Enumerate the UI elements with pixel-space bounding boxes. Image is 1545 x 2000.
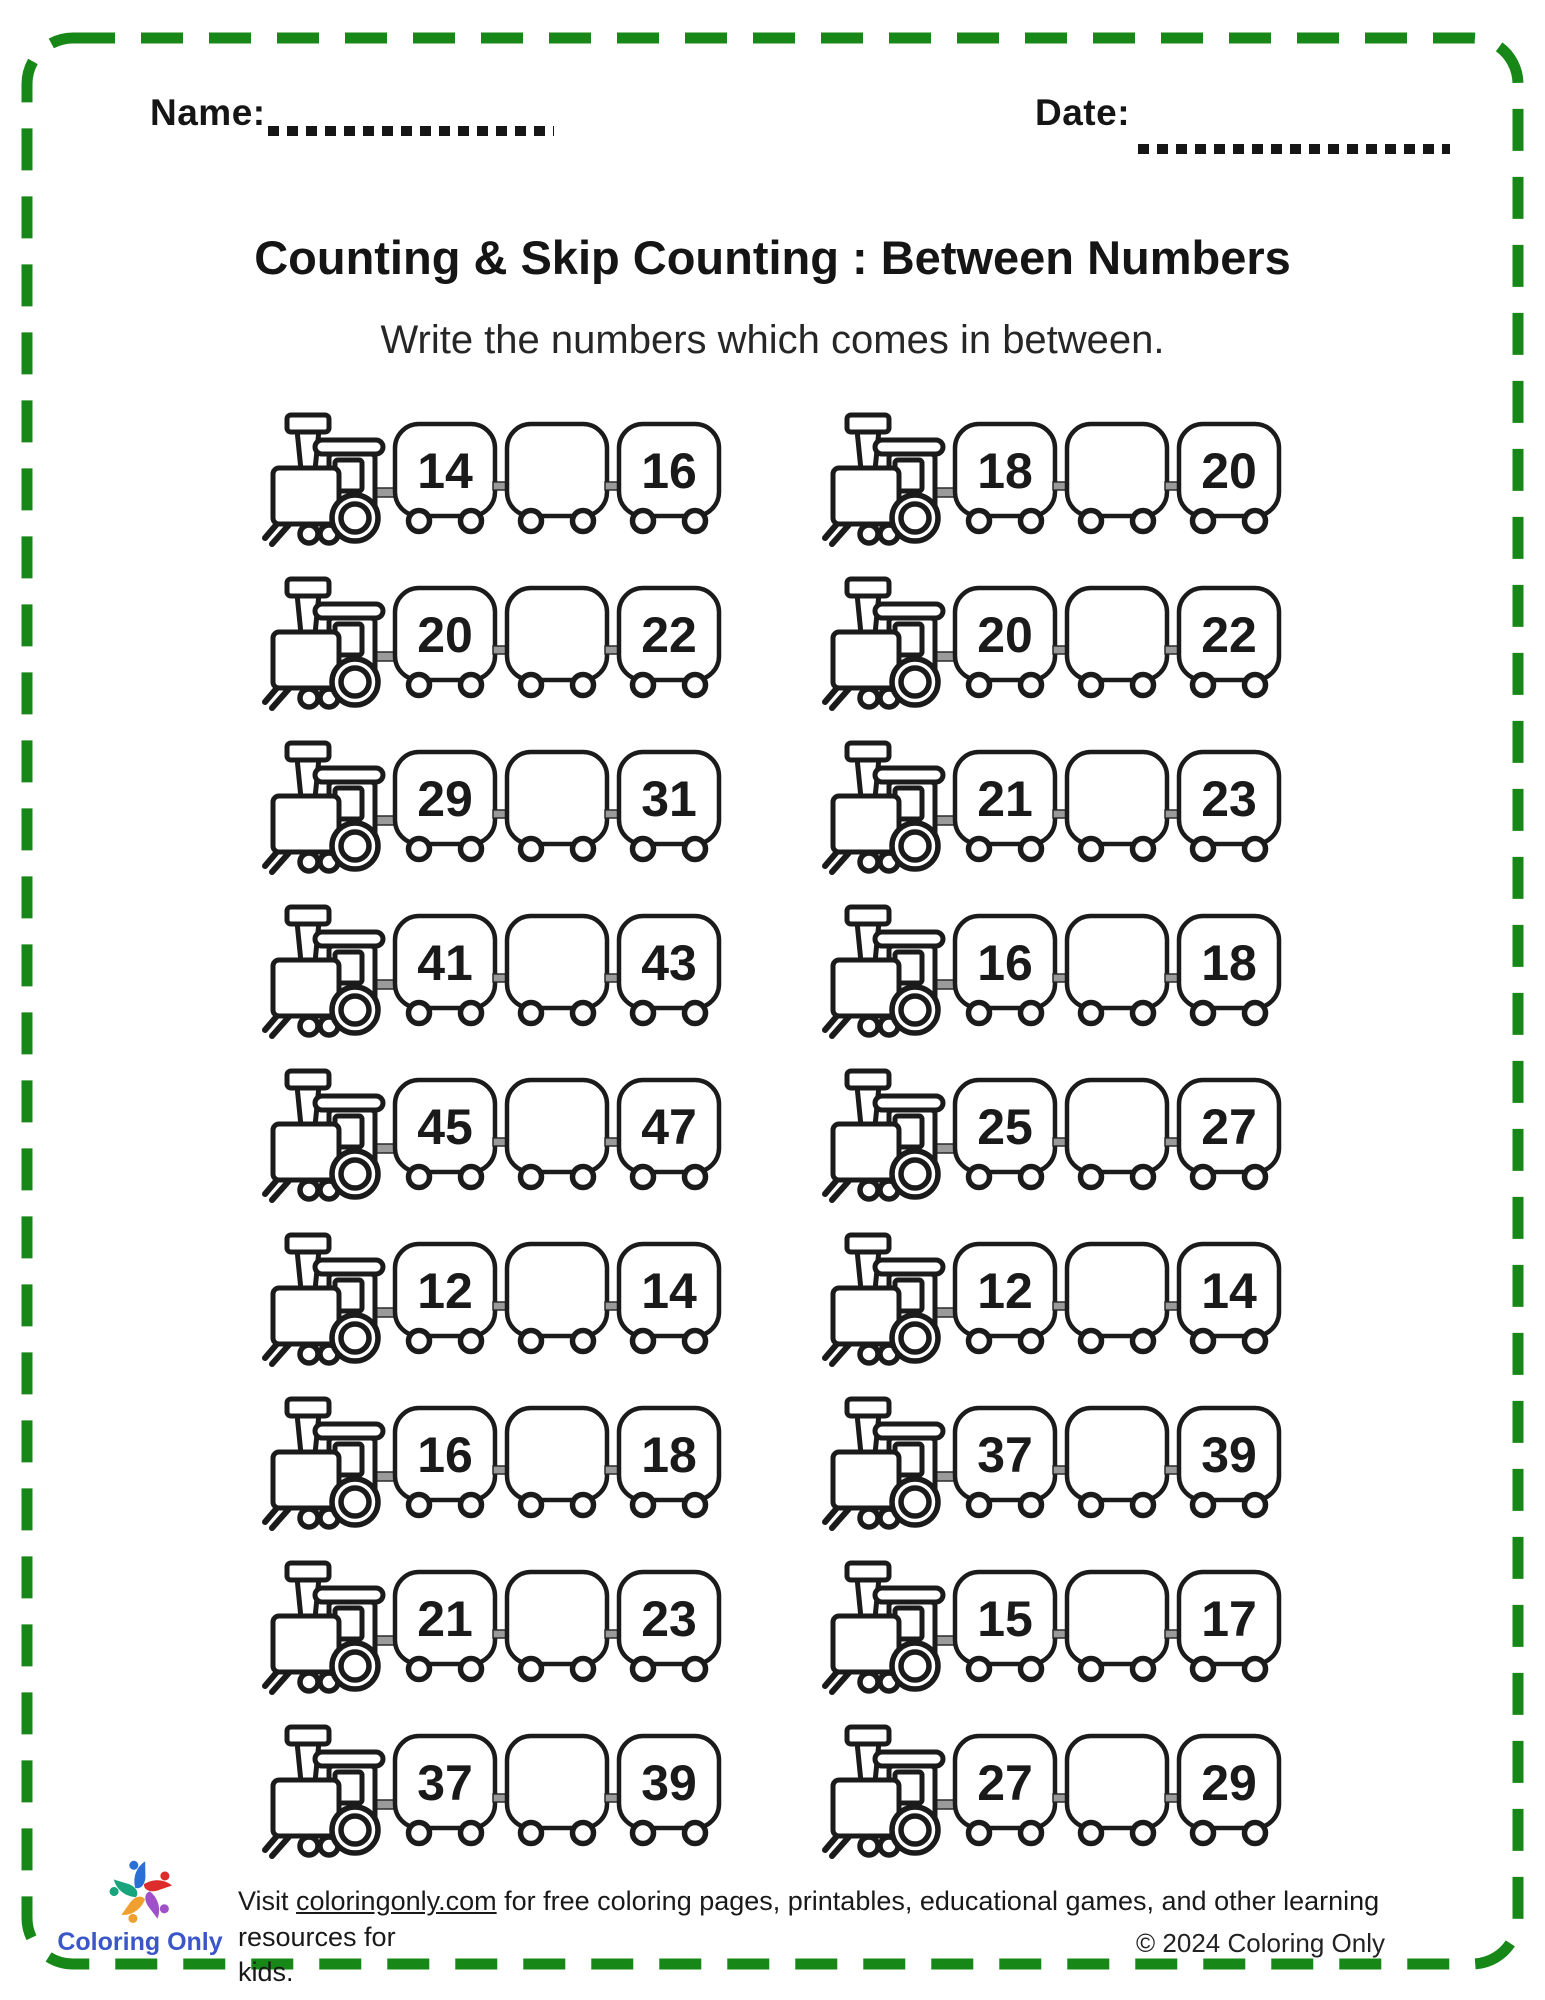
answer-cell[interactable] xyxy=(507,1408,607,1500)
footer-visit-prefix: Visit xyxy=(238,1886,297,1916)
car-last xyxy=(1179,752,1279,860)
car-middle-blank xyxy=(507,588,607,696)
car-middle-blank xyxy=(507,1572,607,1680)
car-last xyxy=(619,1736,719,1844)
car-first xyxy=(395,752,495,860)
train-illustration xyxy=(256,412,728,548)
footer-suffix-line1: for free coloring pages, printables, educational games, and other learning resources for xyxy=(238,1886,1380,1952)
train-problem-3 xyxy=(256,576,728,712)
train-problem-8 xyxy=(816,904,1288,1040)
car-middle-blank xyxy=(507,752,607,860)
number-last: 47 xyxy=(641,1099,697,1155)
train-problem-13 xyxy=(256,1396,728,1532)
answer-cell[interactable] xyxy=(1067,1736,1167,1828)
car-last xyxy=(1179,1244,1279,1352)
number-first: 12 xyxy=(417,1263,473,1319)
car-last xyxy=(1179,916,1279,1024)
train-problem-16 xyxy=(816,1560,1288,1696)
car-last xyxy=(1179,1572,1279,1680)
number-last: 39 xyxy=(1201,1427,1257,1483)
car-last xyxy=(1179,1080,1279,1188)
car-middle-blank xyxy=(1067,1244,1167,1352)
number-first: 14 xyxy=(417,443,473,499)
answer-cell[interactable] xyxy=(1067,1572,1167,1664)
car-last xyxy=(1179,588,1279,696)
locomotive-icon xyxy=(825,579,959,708)
answer-cell[interactable] xyxy=(507,916,607,1008)
number-first: 29 xyxy=(417,771,473,827)
number-first: 21 xyxy=(417,1591,473,1647)
car-middle-blank xyxy=(1067,916,1167,1024)
number-first: 12 xyxy=(977,1263,1033,1319)
car-last xyxy=(619,588,719,696)
train-illustration xyxy=(256,1068,728,1204)
locomotive-icon xyxy=(265,415,399,544)
number-last: 23 xyxy=(1201,771,1257,827)
train-illustration xyxy=(816,576,1288,712)
car-middle-blank xyxy=(507,916,607,1024)
car-last xyxy=(619,1244,719,1352)
car-middle-blank xyxy=(1067,424,1167,532)
train-problem-2 xyxy=(816,412,1288,548)
car-first xyxy=(395,1736,495,1844)
answer-cell[interactable] xyxy=(507,424,607,516)
number-last: 22 xyxy=(1201,607,1257,663)
car-middle-blank xyxy=(1067,1080,1167,1188)
train-illustration xyxy=(816,1068,1288,1204)
locomotive-icon xyxy=(825,1399,959,1528)
locomotive-icon xyxy=(265,579,399,708)
answer-cell[interactable] xyxy=(507,1080,607,1172)
car-first xyxy=(955,916,1055,1024)
answer-cell[interactable] xyxy=(1067,1080,1167,1172)
car-middle-blank xyxy=(507,1408,607,1516)
train-illustration xyxy=(256,904,728,1040)
car-last xyxy=(619,1408,719,1516)
number-first: 41 xyxy=(417,935,473,991)
car-middle-blank xyxy=(507,424,607,532)
locomotive-icon xyxy=(825,1235,959,1364)
car-last xyxy=(619,916,719,1024)
answer-cell[interactable] xyxy=(507,588,607,680)
number-last: 23 xyxy=(641,1591,697,1647)
car-first xyxy=(955,588,1055,696)
train-illustration xyxy=(256,1232,728,1368)
number-last: 22 xyxy=(641,607,697,663)
name-field[interactable] xyxy=(268,126,554,136)
car-last xyxy=(619,752,719,860)
name-label: Name: xyxy=(150,92,266,133)
train-illustration xyxy=(816,1396,1288,1532)
car-first xyxy=(955,752,1055,860)
train-illustration xyxy=(816,1560,1288,1696)
answer-cell[interactable] xyxy=(507,1572,607,1664)
number-last: 18 xyxy=(1201,935,1257,991)
footer-suffix-line2: kids. xyxy=(238,1957,294,1988)
answer-cell[interactable] xyxy=(1067,588,1167,680)
answer-cell[interactable] xyxy=(1067,1408,1167,1500)
answer-cell[interactable] xyxy=(507,1244,607,1336)
train-illustration xyxy=(816,1724,1288,1860)
train-illustration xyxy=(256,740,728,876)
car-middle-blank xyxy=(507,1736,607,1844)
number-first: 37 xyxy=(417,1755,473,1811)
locomotive-icon xyxy=(825,1563,959,1692)
train-problem-9 xyxy=(256,1068,728,1204)
number-last: 17 xyxy=(1201,1591,1257,1647)
number-first: 45 xyxy=(417,1099,473,1155)
instructions: Write the numbers which comes in between. xyxy=(380,318,1165,362)
answer-cell[interactable] xyxy=(1067,752,1167,844)
number-first: 18 xyxy=(977,443,1033,499)
locomotive-icon xyxy=(265,1399,399,1528)
car-last xyxy=(619,1080,719,1188)
train-problem-7 xyxy=(256,904,728,1040)
car-first xyxy=(955,1572,1055,1680)
train-problem-15 xyxy=(256,1560,728,1696)
car-middle-blank xyxy=(1067,1572,1167,1680)
train-illustration xyxy=(816,412,1288,548)
car-middle-blank xyxy=(1067,1736,1167,1844)
number-first: 37 xyxy=(977,1427,1033,1483)
locomotive-icon xyxy=(825,1071,959,1200)
car-middle-blank xyxy=(507,1244,607,1352)
number-last: 14 xyxy=(641,1263,697,1319)
number-last: 43 xyxy=(641,935,697,991)
locomotive-icon xyxy=(825,415,959,544)
answer-cell[interactable] xyxy=(507,752,607,844)
train-illustration xyxy=(256,1396,728,1532)
train-illustration xyxy=(256,1724,728,1860)
coloringonly-link[interactable]: coloringonly.com xyxy=(296,1886,497,1916)
train-problem-4 xyxy=(816,576,1288,712)
number-last: 14 xyxy=(1201,1263,1257,1319)
locomotive-icon xyxy=(265,743,399,872)
locomotive-icon xyxy=(265,1071,399,1200)
car-first xyxy=(955,1736,1055,1844)
answer-cell[interactable] xyxy=(1067,424,1167,516)
train-problem-10 xyxy=(816,1068,1288,1204)
number-last: 29 xyxy=(1201,1755,1257,1811)
locomotive-icon xyxy=(825,743,959,872)
answer-cell[interactable] xyxy=(507,1736,607,1828)
locomotive-icon xyxy=(825,1727,959,1856)
coloring-only-logo-icon xyxy=(92,1856,192,1928)
number-first: 20 xyxy=(977,607,1033,663)
car-first xyxy=(955,1080,1055,1188)
locomotive-icon xyxy=(265,1235,399,1364)
car-last xyxy=(1179,1408,1279,1516)
car-last xyxy=(1179,424,1279,532)
train-problem-17 xyxy=(256,1724,728,1860)
train-illustration xyxy=(256,1560,728,1696)
car-first xyxy=(395,1244,495,1352)
car-middle-blank xyxy=(1067,1408,1167,1516)
car-first xyxy=(955,1408,1055,1516)
date-label: Date: xyxy=(1035,92,1131,133)
number-last: 27 xyxy=(1201,1099,1257,1155)
number-first: 27 xyxy=(977,1755,1033,1811)
train-illustration xyxy=(816,904,1288,1040)
train-illustration xyxy=(256,576,728,712)
train-problem-5 xyxy=(256,740,728,876)
number-first: 25 xyxy=(977,1099,1033,1155)
locomotive-icon xyxy=(265,1727,399,1856)
answer-cell[interactable] xyxy=(1067,916,1167,1008)
car-last xyxy=(619,1572,719,1680)
locomotive-icon xyxy=(825,907,959,1036)
car-first xyxy=(955,424,1055,532)
car-last xyxy=(1179,1736,1279,1844)
train-problem-14 xyxy=(816,1396,1288,1532)
number-last: 16 xyxy=(641,443,697,499)
car-first xyxy=(955,1244,1055,1352)
train-illustration xyxy=(816,740,1288,876)
date-field[interactable] xyxy=(1138,144,1450,154)
number-first: 16 xyxy=(417,1427,473,1483)
car-first xyxy=(395,1080,495,1188)
train-problem-6 xyxy=(816,740,1288,876)
train-problem-18 xyxy=(816,1724,1288,1860)
train-problem-12 xyxy=(816,1232,1288,1368)
number-last: 20 xyxy=(1201,443,1257,499)
car-first xyxy=(395,916,495,1024)
car-middle-blank xyxy=(1067,752,1167,860)
train-illustration xyxy=(816,1232,1288,1368)
car-first xyxy=(395,1572,495,1680)
train-problem-1 xyxy=(256,412,728,548)
number-first: 20 xyxy=(417,607,473,663)
locomotive-icon xyxy=(265,907,399,1036)
car-first xyxy=(395,588,495,696)
coloring-only-logo-text: Coloring Only xyxy=(57,1928,223,1956)
copyright: © 2024 Coloring Only xyxy=(1136,1928,1385,1958)
number-last: 39 xyxy=(641,1755,697,1811)
car-first xyxy=(395,424,495,532)
car-middle-blank xyxy=(1067,588,1167,696)
locomotive-icon xyxy=(265,1563,399,1692)
car-last xyxy=(619,424,719,532)
worksheet-grid xyxy=(256,412,1288,1860)
number-last: 31 xyxy=(641,771,697,827)
answer-cell[interactable] xyxy=(1067,1244,1167,1336)
number-first: 16 xyxy=(977,935,1033,991)
car-middle-blank xyxy=(507,1080,607,1188)
train-problem-11 xyxy=(256,1232,728,1368)
number-last: 18 xyxy=(641,1427,697,1483)
car-first xyxy=(395,1408,495,1516)
number-first: 21 xyxy=(977,771,1033,827)
number-first: 15 xyxy=(977,1591,1033,1647)
page-title: Counting & Skip Counting : Between Numbers xyxy=(254,231,1291,284)
